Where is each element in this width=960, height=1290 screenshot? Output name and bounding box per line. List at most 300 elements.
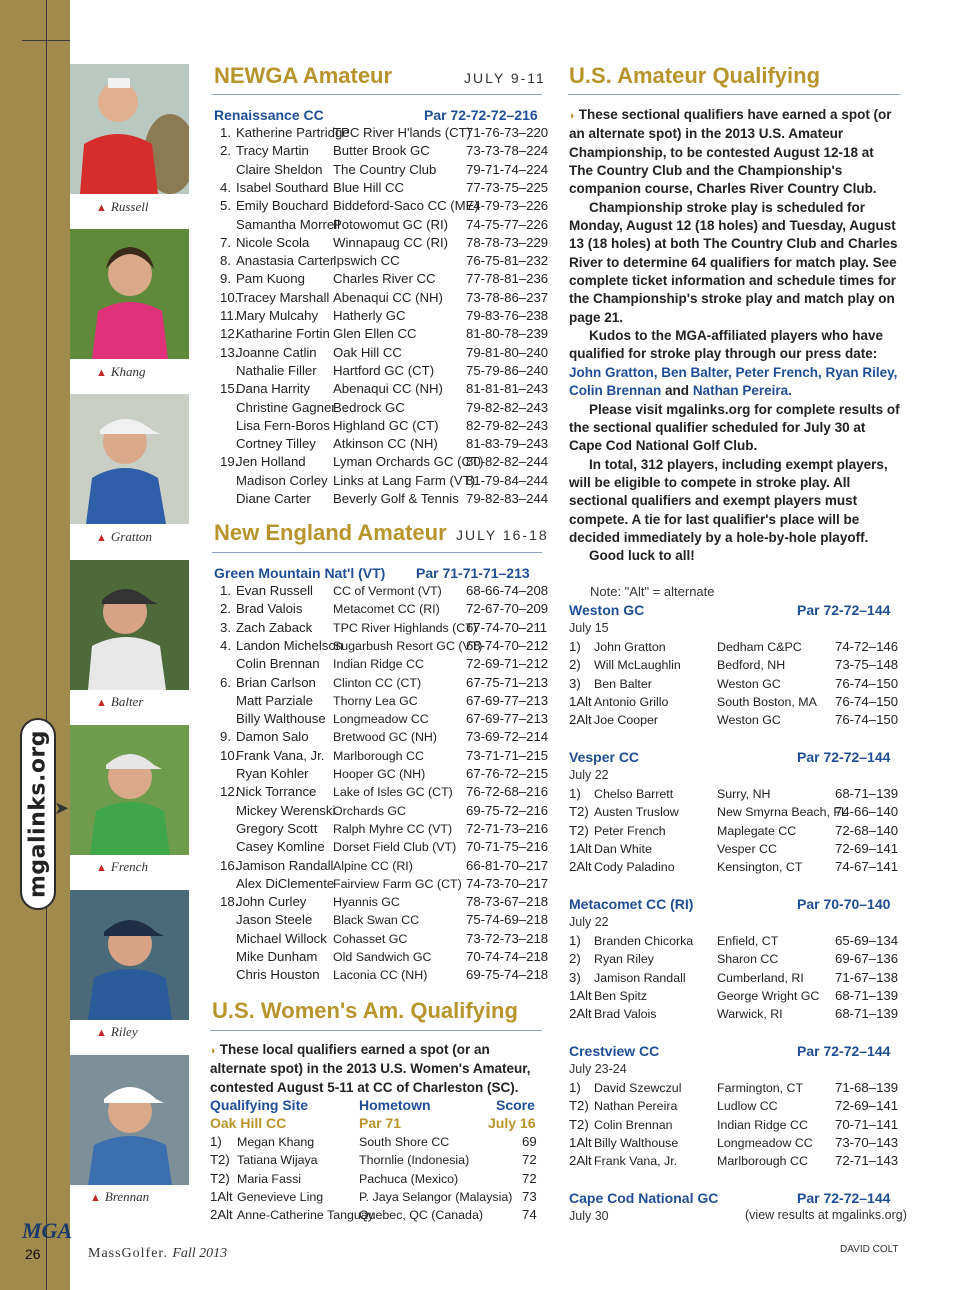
table-row <box>214 966 549 984</box>
player-name: Jamison Randall <box>236 857 334 873</box>
score: 76-74–150 <box>835 693 899 709</box>
place: 6. <box>220 674 231 690</box>
player-name: Michael Willock <box>236 930 327 946</box>
table-row <box>214 930 549 948</box>
club: Cohasset GC <box>333 931 408 946</box>
photo-caption-balter: ▲ Balter <box>96 694 144 709</box>
player-name: Chris Houston <box>236 967 320 983</box>
photo-caption-brennan: ▲ Brennan <box>90 1189 150 1204</box>
club: Clinton CC (CT) <box>333 675 422 690</box>
player-name: Anne-Catherine Tanguay <box>237 1208 374 1223</box>
site-url-text[interactable]: mgalinks.org <box>25 729 51 899</box>
score: 69-75-72–216 <box>466 802 549 818</box>
club: Biddeford-Saco CC (ME) <box>333 198 479 214</box>
table-row <box>569 1134 901 1152</box>
player-name: Anastasia Carter <box>236 253 335 269</box>
player-name: Lisa Fern-Boros <box>236 417 330 433</box>
club: Hatherly GC <box>333 308 406 323</box>
score: 74-79-73–226 <box>466 198 549 214</box>
score: 79-81-80–240 <box>466 344 549 360</box>
club: Metacomet CC (RI) <box>333 602 440 617</box>
score: 72-71-73–216 <box>466 820 549 836</box>
player-name: Frank Vana, Jr. <box>236 747 325 763</box>
player-name: Billy Walthouse <box>236 711 326 727</box>
table-row <box>210 1206 542 1224</box>
table-row <box>214 399 549 417</box>
hometown: Dedham C&PC <box>717 640 802 654</box>
place: 2) <box>569 657 581 673</box>
table-row <box>214 911 549 929</box>
score: 67-69-77–213 <box>466 692 549 708</box>
site-date: July 30 <box>569 1209 609 1223</box>
hometown: Vesper CC <box>717 841 777 856</box>
table-row <box>569 693 901 711</box>
score: 79-82-82–243 <box>466 399 549 415</box>
club: Laconia CC (NH) <box>333 968 428 983</box>
site-name: Cape Cod National GC <box>569 1190 719 1206</box>
place: 16. <box>220 857 239 873</box>
table-row <box>214 216 549 234</box>
table-row <box>214 783 549 801</box>
photo-caption-gratton: ▲ Gratton <box>96 529 153 544</box>
nea-dates: JULY 16-18 <box>456 527 549 543</box>
club: Indian Ridge CC <box>333 657 424 672</box>
score: 72-67-70–209 <box>466 601 549 617</box>
place: 1Alt <box>210 1188 233 1204</box>
score: 81-79-84–244 <box>466 472 549 488</box>
club: Lake of Isles GC (CT) <box>333 785 453 800</box>
score: 68-71–139 <box>835 786 899 801</box>
score: 79-82-83–244 <box>466 491 549 506</box>
score: 68-71–139 <box>835 987 899 1003</box>
score: 67-75-71–213 <box>466 674 549 690</box>
left-margin-band <box>0 0 73 1290</box>
club: Hartford GC (CT) <box>333 362 435 378</box>
player-name: Peter French <box>594 823 666 838</box>
page-number: 26 <box>25 1246 41 1262</box>
place: 1Alt <box>569 840 592 856</box>
club: TPC River H'lands (CT) <box>333 125 472 140</box>
place: 2. <box>220 601 231 617</box>
player-name: Emily Bouchard <box>236 198 329 214</box>
score: 74-75-77–226 <box>466 216 549 232</box>
score: 72 <box>522 1152 537 1168</box>
table-row <box>214 124 549 142</box>
table-row <box>569 711 901 729</box>
score: 72-71–143 <box>835 1153 899 1169</box>
table-row <box>214 472 549 490</box>
table-row <box>214 582 549 600</box>
place: 1) <box>569 639 581 654</box>
player-name: Austen Truslow <box>594 805 679 820</box>
place: 13. <box>220 344 239 360</box>
club: Charles River CC <box>333 271 436 287</box>
player-name: Katharine Fortin <box>236 326 330 342</box>
womens-rule <box>210 1030 542 1031</box>
hometown: Warwick, RI <box>717 1007 783 1022</box>
place: 1Alt <box>569 693 592 709</box>
score: 71-68–139 <box>835 1080 899 1095</box>
newga-rule <box>212 94 542 95</box>
womens-intro: ◗ These local qualifiers earned a spot (or an alternate spot) in the 2013 U.S. Women's Amateur, contested August 5-11 at CC of Charleston (SC). <box>210 1042 531 1095</box>
place: 2Alt <box>569 712 592 728</box>
hometown: Pachuca (Mexico) <box>359 1171 459 1186</box>
place: 7. <box>220 234 231 250</box>
club: Potowomut GC (RI) <box>333 216 449 232</box>
bullet-icon: ◗ <box>210 1045 220 1057</box>
place: 18. <box>220 894 239 910</box>
player-name: Cortney Tilley <box>236 436 316 452</box>
place: T2) <box>569 1116 589 1132</box>
score: 72 <box>522 1170 537 1186</box>
table-row <box>214 161 549 179</box>
score: 73 <box>522 1188 537 1204</box>
player-name: Jamison Randall <box>594 970 686 985</box>
table-row <box>214 142 549 160</box>
table-row <box>569 785 901 803</box>
table-row <box>214 747 549 765</box>
club: Alpine CC (RI) <box>333 858 413 873</box>
womens-col-score: Score <box>496 1097 535 1113</box>
place: 1) <box>210 1134 222 1149</box>
table-row <box>214 893 549 911</box>
player-name: Colin Brennan <box>594 1117 673 1132</box>
club: Ralph Myhre CC (VT) <box>333 821 453 836</box>
player-name: Joanne Catlin <box>236 344 317 360</box>
club: Lyman Orchards GC (CT) <box>333 454 484 470</box>
club: Dorset Field Club (VT) <box>333 840 457 855</box>
hometown: P. Jaya Selangor (Malaysia) <box>359 1189 513 1204</box>
table-row <box>214 619 548 637</box>
score: 79-83-76–238 <box>466 308 549 323</box>
table-row <box>569 969 901 987</box>
player-name: Antonio Grillo <box>594 694 669 709</box>
player-name: Mike Dunham <box>236 949 318 964</box>
place: 9. <box>220 729 231 745</box>
place: 1) <box>569 1080 581 1095</box>
player-name: Brad Valois <box>594 1007 657 1022</box>
score: 73-72-73–218 <box>466 930 549 946</box>
place: 10. <box>220 289 239 305</box>
newga-title: NEWGA Amateur <box>214 63 393 88</box>
table-row <box>214 490 549 508</box>
womens-col-hometown: Hometown <box>359 1097 431 1113</box>
club: Hyannis GC <box>333 895 400 910</box>
score: 74-72–146 <box>835 639 899 654</box>
site-name: Metacomet CC (RI) <box>569 896 694 912</box>
place: 11. <box>220 308 238 323</box>
player-name: Maria Fassi <box>237 1171 302 1186</box>
score: 75-79-86–240 <box>466 362 549 378</box>
hometown: Quebec, QC (Canada) <box>359 1208 483 1223</box>
score: 68-71–139 <box>835 1006 899 1022</box>
score: 72-69–141 <box>835 1098 899 1114</box>
player-name: Casey Komline <box>236 839 325 855</box>
table-row <box>210 1151 542 1169</box>
table-row <box>214 307 549 325</box>
club: Orchards GC <box>333 803 406 818</box>
site-par: Par 72-72–144 <box>797 1043 891 1059</box>
score: 81-83-79–243 <box>466 436 549 452</box>
player-name: Will McLaughlin <box>594 658 681 673</box>
table-row <box>569 675 901 693</box>
hometown: Weston GC <box>717 713 781 728</box>
player-name: Damon Salo <box>236 729 309 745</box>
table-row <box>214 857 549 875</box>
place: 15. <box>220 381 239 397</box>
table-row <box>214 197 549 215</box>
table-row <box>569 987 901 1005</box>
table-row <box>214 637 549 655</box>
player-photo-khang <box>70 229 189 359</box>
score: 68-74-70–212 <box>466 637 549 653</box>
score: 70-71–141 <box>835 1116 899 1132</box>
club: Thorny Lea GC <box>333 693 418 708</box>
table-row <box>214 710 549 728</box>
club: Marlborough CC <box>333 748 424 763</box>
newga-dates: JULY 9-11 <box>464 70 546 86</box>
score: 72-69-71–212 <box>466 656 549 672</box>
table-row <box>214 655 549 673</box>
table-row <box>214 289 549 307</box>
score: 75-74-69–218 <box>466 912 549 928</box>
table-row <box>569 1005 901 1023</box>
club: Oak Hill CC <box>333 344 402 360</box>
cape-cod-note[interactable]: (view results at mgalinks.org) <box>745 1208 907 1222</box>
hometown: Marlborough CC <box>717 1154 808 1169</box>
table-row <box>214 234 549 252</box>
place: 1. <box>220 583 231 598</box>
player-name: Ryan Riley <box>594 952 654 967</box>
table-row <box>214 838 549 856</box>
place: 2) <box>569 951 581 967</box>
table-row <box>214 728 549 746</box>
club: Winnapaug CC (RI) <box>333 234 449 250</box>
place: 19. <box>220 454 239 470</box>
score: 76-74–150 <box>835 675 899 691</box>
place: 1Alt <box>569 1134 592 1150</box>
club: Atkinson CC (NH) <box>333 436 438 452</box>
place: 5. <box>220 198 231 214</box>
table-row <box>569 803 901 821</box>
site-date: July 15 <box>569 621 609 635</box>
place: 3) <box>569 675 581 691</box>
player-name: Diane Carter <box>236 491 311 506</box>
player-photo-balter <box>70 560 189 690</box>
site-date: July 23-24 <box>569 1062 627 1076</box>
table-row <box>569 950 901 968</box>
player-name: Brad Valois <box>236 601 303 617</box>
usam-note: Note: "Alt" = alternate <box>590 584 715 599</box>
score: 67-76-72–215 <box>466 766 549 781</box>
club: TPC River Highlands (CT) <box>333 620 477 635</box>
score: 73-70–143 <box>835 1134 899 1150</box>
table-row <box>214 252 549 270</box>
table-row <box>214 380 549 398</box>
score: 76-72-68–216 <box>466 784 549 800</box>
player-name: John Curley <box>236 894 307 910</box>
table-row <box>214 344 549 362</box>
usam-body: ◗ These sectional qualifiers have earned a spot (or an alternate spot) in the 2013 U.S. Amateur Championship, to be contested August 12-18 at The Country Club and the Championship's companion course, Charles River Country Club. Championship stroke play is scheduled for Monday, August 12 (18 holes) and Tuesday, August 13 (18 holes) at both The Country Club and Charles River to determine 64 qualifiers for match play. See complete ticket information and schedule times for the Championship's stroke play and match play on page 21. Kudos to the MGA-affiliated players who have qualified for stroke play through our press date: John Gratton, Ben Balter, Peter French, Ryan Riley, Colin Brennan and Nathan Pereira. Please visit mgalinks.org for complete results of the sectional qualifier scheduled for July 30 at Cape Cod National Golf Club. In total, 312 players, including exempt players, will be eligible to compete in stroke play. All sectional qualifiers and exempt players must compete. A tie for last qualifier's place will be decided immediately by a hole-by-hole playoff. Good luck to all! <box>569 107 900 564</box>
place: 12. <box>220 784 239 800</box>
player-name: Nathalie Filler <box>236 362 317 378</box>
table-row <box>214 179 549 197</box>
score: 69-75-74–218 <box>466 967 549 983</box>
score: 76-75-81–232 <box>466 253 549 269</box>
cursor-arrow-icon: ➤ <box>54 798 70 818</box>
player-name: Colin Brennan <box>236 656 320 672</box>
table-row <box>214 765 549 783</box>
player-name: Claire Sheldon <box>236 161 323 177</box>
table-row <box>569 1097 901 1115</box>
place: 9. <box>220 271 231 287</box>
player-name: Jason Steele <box>236 912 313 928</box>
score: 69-67–136 <box>835 951 899 967</box>
hometown: Surry, NH <box>717 787 771 801</box>
place: 4. <box>220 637 231 653</box>
table-row <box>569 638 901 656</box>
player-name: Tracy Martin <box>236 143 309 159</box>
score: 67-74-70–211 <box>466 619 548 635</box>
table-row <box>214 802 549 820</box>
player-photo-gratton <box>70 394 189 524</box>
hometown: Cumberland, RI <box>717 970 804 985</box>
score: 77-73-75–225 <box>466 179 549 195</box>
mga-logo: MGA <box>22 1218 73 1243</box>
score: 68-66-74–208 <box>466 583 549 598</box>
player-name: Madison Corley <box>236 472 328 488</box>
place: 2. <box>220 143 231 159</box>
hometown: Farmington, CT <box>717 1081 804 1095</box>
player-name: Nicole Scola <box>236 234 310 250</box>
place: 1. <box>220 125 231 140</box>
bullet-icon: ◗ <box>569 110 579 122</box>
club: CC of Vermont (VT) <box>333 584 442 598</box>
site-name: Crestview CC <box>569 1043 660 1059</box>
hometown: South Shore CC <box>359 1135 450 1149</box>
table-row <box>214 325 549 343</box>
score: 80-82-82–244 <box>466 454 549 470</box>
score: 70-74-74–218 <box>466 949 549 964</box>
player-name: John Gratton <box>594 640 666 654</box>
player-name: Alex DiClemente <box>236 875 335 891</box>
club: Black Swan CC <box>333 913 420 928</box>
player-name: Nathan Pereira <box>594 1099 678 1114</box>
score: 71-76-73–220 <box>466 125 549 140</box>
site-date: July 22 <box>569 768 609 782</box>
womens-date: July 16 <box>488 1115 536 1131</box>
table-row <box>214 600 549 618</box>
player-name: Joe Cooper <box>594 713 659 728</box>
score: 81-80-78–239 <box>466 326 549 342</box>
site-name: Weston GC <box>569 602 645 618</box>
player-name: Cody Paladino <box>594 860 675 875</box>
photo-caption-french: ▲ French <box>96 859 148 874</box>
player-name: Mickey Werenski <box>236 802 336 818</box>
player-name: Zach Zaback <box>236 619 313 635</box>
table-row <box>569 822 901 840</box>
score: 71-67–138 <box>835 969 899 985</box>
photo-caption-khang: ▲ Khang <box>96 364 146 379</box>
womens-site: Oak Hill CC <box>210 1115 287 1131</box>
player-name: Katherine Partridge <box>236 125 350 140</box>
place: T2) <box>210 1152 230 1168</box>
site-date: July 22 <box>569 915 609 929</box>
table-row <box>210 1170 542 1188</box>
site-par: Par 70-70–140 <box>797 896 891 912</box>
club: Abenaqui CC (NH) <box>333 289 443 305</box>
place: 10. <box>220 747 239 763</box>
usam-rule <box>568 94 900 95</box>
table-row <box>214 875 549 893</box>
hometown: New Smyrna Beach, FL <box>717 805 848 820</box>
place: 1) <box>569 933 581 948</box>
photo-credit: DAVID COLT <box>840 1244 899 1255</box>
usam-title: U.S. Amateur Qualifying <box>569 63 821 88</box>
score: 78-78-73–229 <box>466 234 549 250</box>
table-row <box>569 1116 901 1134</box>
table-row <box>214 453 549 471</box>
club: Bedrock GC <box>333 399 405 415</box>
score: 73-73-78–224 <box>466 143 549 159</box>
site-par: Par 72-72–144 <box>797 602 891 618</box>
club: Fairview Farm GC (CT) <box>333 876 462 891</box>
player-name: Ryan Kohler <box>236 766 309 781</box>
club: Longmeadow CC <box>333 712 429 727</box>
place: 3. <box>220 619 231 635</box>
player-name: Branden Chicorka <box>594 934 694 948</box>
table-row <box>210 1188 542 1206</box>
photo-caption-riley: ▲ Riley <box>96 1024 138 1039</box>
player-name: Tracey Marshall <box>236 289 330 305</box>
table-row <box>214 820 549 838</box>
club: Links at Lang Farm (VT) <box>333 472 476 488</box>
place: 12. <box>220 326 239 342</box>
place: T2) <box>210 1170 230 1186</box>
table-row <box>214 417 549 435</box>
hometown: Weston GC <box>717 676 781 691</box>
newga-par: Par 72-72-72–216 <box>424 107 538 123</box>
player-name: Billy Walthouse <box>594 1135 679 1150</box>
club: Blue Hill CC <box>333 179 405 195</box>
hometown: Thornlie (Indonesia) <box>359 1153 470 1168</box>
player-photo-french <box>70 725 189 855</box>
score: 74-67–141 <box>835 859 899 875</box>
score: 76-74–150 <box>835 712 899 728</box>
score: 74 <box>522 1207 537 1223</box>
club: Butter Brook GC <box>333 143 430 159</box>
player-name: David Szewczul <box>594 1081 682 1095</box>
club: The Country Club <box>333 161 437 177</box>
score: 72-69–141 <box>835 840 899 856</box>
player-name: Tatiana Wijaya <box>237 1153 318 1168</box>
hometown: Enfield, CT <box>717 934 779 948</box>
crop-line-horizontal <box>22 40 70 41</box>
club: Glen Ellen CC <box>333 326 417 342</box>
player-name: Evan Russell <box>236 583 313 598</box>
hometown: Longmeadow CC <box>717 1135 813 1150</box>
table-row <box>214 270 549 288</box>
club: Sugarbush Resort GC (VT) <box>333 638 483 653</box>
player-name: Pam Kuong <box>236 271 305 287</box>
place: T2) <box>569 1098 589 1114</box>
hometown: Kensington, CT <box>717 860 803 875</box>
player-name: Isabel Southard <box>236 179 329 195</box>
score: 73-78-86–237 <box>466 289 549 305</box>
score: 73-75–148 <box>835 657 899 673</box>
table-row <box>569 932 901 950</box>
score: 74-66–140 <box>835 804 899 820</box>
